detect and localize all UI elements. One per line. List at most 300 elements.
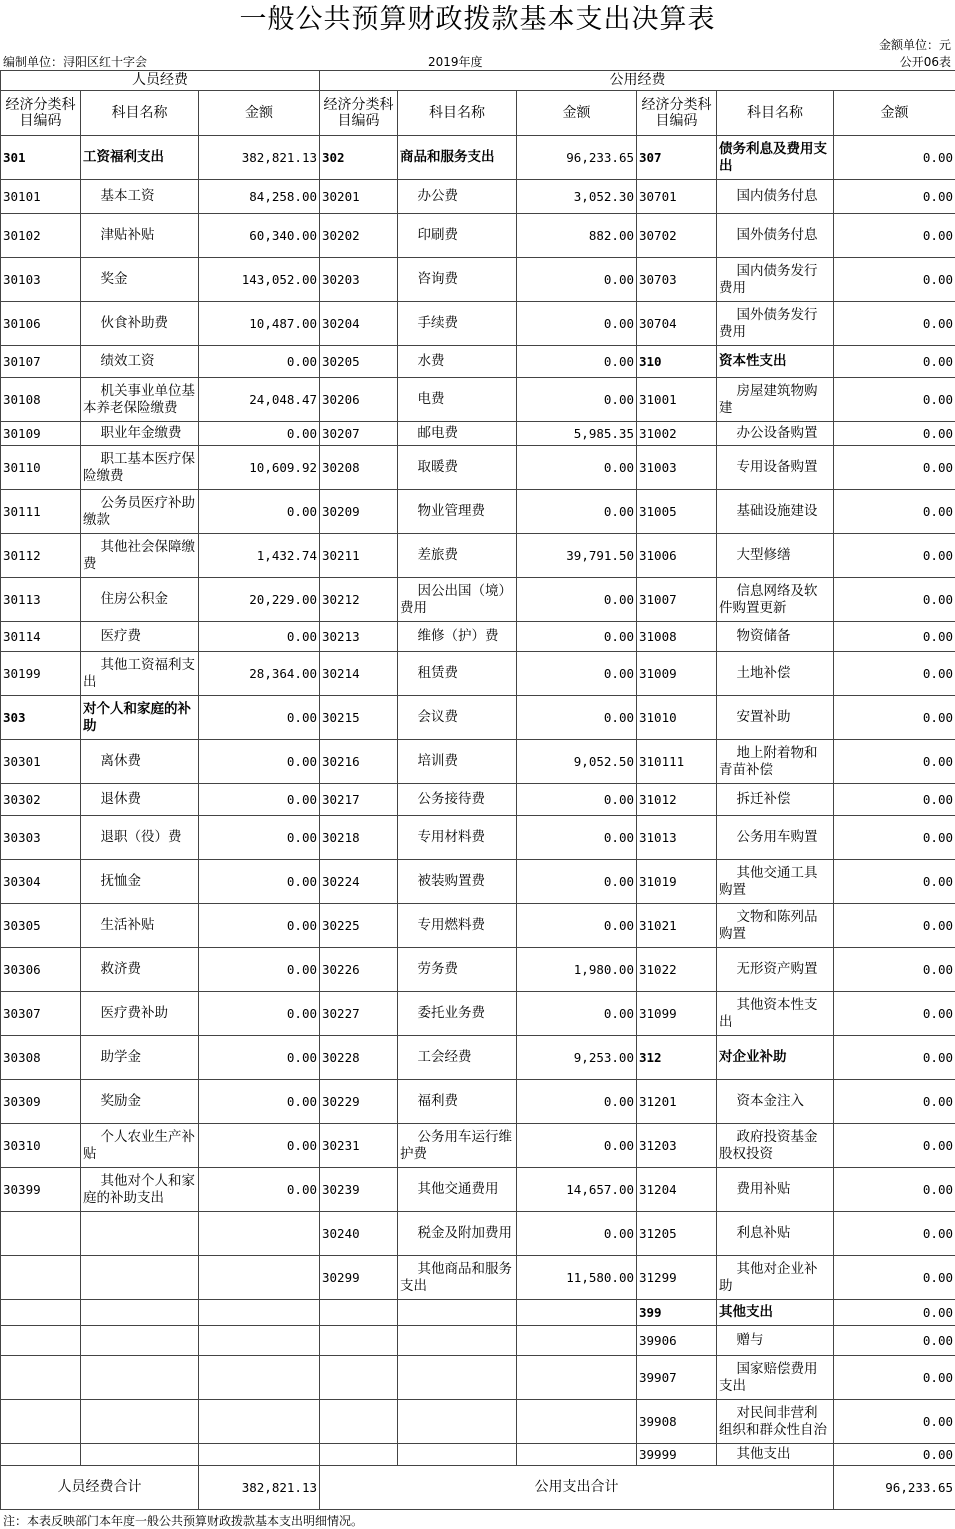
cell-code: 30201: [320, 180, 398, 214]
cell-amount: 0.00: [517, 258, 637, 302]
cell-name: [81, 740, 199, 784]
cell-name: [717, 948, 834, 992]
cell-name: [81, 816, 199, 860]
cell-code: 30306: [1, 948, 81, 992]
cell-name: [398, 446, 517, 490]
table-row: [1, 1300, 955, 1326]
cell-code: 31001: [637, 378, 717, 422]
cell-code: 30303: [1, 816, 81, 860]
cell-code: 30229: [320, 1080, 398, 1124]
cell-amount: 0.00: [834, 904, 955, 948]
cell-name: [717, 1080, 834, 1124]
cell-name: [81, 652, 199, 696]
cell-amount: [517, 1326, 637, 1356]
cell-name: [81, 992, 199, 1036]
cell-name: [717, 378, 834, 422]
cell-name: [717, 740, 834, 784]
cell-name-text: 公务用车运行维护费: [400, 1128, 513, 1162]
cell-amount: 0.00: [199, 784, 320, 816]
cell-name-text: 其他社会保障缴费: [83, 538, 196, 572]
cell-name: [398, 860, 517, 904]
cell-code: 30301: [1, 740, 81, 784]
cell-code: 30307: [1, 992, 81, 1036]
cell-amount: 20,229.00: [199, 578, 320, 622]
cell-name-text: 其他交通工具购置: [719, 864, 818, 898]
cell-code: 30107: [1, 346, 81, 378]
cell-name: [398, 136, 517, 180]
cell-name: [81, 904, 199, 948]
col-header-name: 科目名称: [717, 91, 834, 136]
table-row: [1, 860, 955, 904]
cell-name-text: 商品和服务支出: [400, 149, 495, 165]
cell-name: [717, 214, 834, 258]
cell-name-text: 机关事业单位基本养老保险缴费: [83, 382, 196, 416]
cell-name: [717, 784, 834, 816]
cell-amount: 0.00: [199, 622, 320, 652]
cell-amount: 0.00: [199, 346, 320, 378]
cell-name-text: 其他对个人和家庭的补助支出: [83, 1172, 196, 1206]
cell-name: [717, 258, 834, 302]
col-header-amount: 金额: [517, 91, 637, 136]
table-row: [1, 1036, 955, 1080]
cell-code: 39999: [637, 1444, 717, 1466]
cell-amount: 0.00: [834, 302, 955, 346]
cell-name: [81, 214, 199, 258]
cell-name-text: 委托业务费: [417, 1005, 486, 1021]
cell-code: [320, 1356, 398, 1400]
cell-name: [717, 1036, 834, 1080]
cell-code: 39908: [637, 1400, 717, 1444]
cell-code: 31013: [637, 816, 717, 860]
cell-code: 30227: [320, 992, 398, 1036]
cell-name: [398, 1168, 517, 1212]
cell-name-text: 工会经费: [417, 1049, 472, 1065]
cell-amount: 0.00: [834, 1124, 955, 1168]
cell-amount: 0.00: [517, 1124, 637, 1168]
cell-code: 30102: [1, 214, 81, 258]
cell-name-text: 基础设施建设: [736, 503, 818, 519]
cell-name-text: 专用燃料费: [417, 917, 486, 933]
cell-name-text: 国外债务付息: [736, 227, 818, 243]
cell-amount: [199, 1444, 320, 1466]
cell-amount: 0.00: [517, 578, 637, 622]
cell-amount: [199, 1212, 320, 1256]
cell-code: 30704: [637, 302, 717, 346]
cell-name-text: 工资福利支出: [83, 149, 164, 165]
cell-code: 30204: [320, 302, 398, 346]
cell-name: [717, 180, 834, 214]
cell-name-text: 津贴补贴: [100, 227, 155, 243]
cell-name: [717, 652, 834, 696]
cell-name: [81, 1400, 199, 1444]
cell-name: [717, 696, 834, 740]
cell-name: [81, 784, 199, 816]
cell-amount: 0.00: [834, 534, 955, 578]
cell-name: [398, 1124, 517, 1168]
cell-name-text: 对民间非营利组织和群众性自治: [719, 1404, 827, 1438]
cell-name: [81, 860, 199, 904]
cell-name-text: 绩效工资: [100, 353, 155, 369]
cell-name-text: 医疗费补助: [100, 1005, 169, 1021]
cell-name: [81, 1080, 199, 1124]
cell-name-text: 赠与: [736, 1332, 764, 1348]
cell-amount: 0.00: [517, 446, 637, 490]
cell-amount: 882.00: [517, 214, 637, 258]
org-label: 编制单位：浔阳区红十字会: [3, 55, 148, 69]
cell-code: [320, 1400, 398, 1444]
cell-code: 30202: [320, 214, 398, 258]
cell-name: [717, 446, 834, 490]
col-header-code: 经济分类科目编码: [637, 91, 717, 136]
cell-name: [81, 1300, 199, 1326]
cell-name-text: 资本金注入: [736, 1093, 805, 1109]
cell-code: 30228: [320, 1036, 398, 1080]
cell-amount: 0.00: [834, 860, 955, 904]
cell-name: [717, 992, 834, 1036]
cell-amount: 0.00: [834, 1326, 955, 1356]
cell-amount: 96,233.65: [517, 136, 637, 180]
cell-name: [398, 1356, 517, 1400]
cell-name-text: 政府投资基金股权投资: [719, 1128, 818, 1162]
table-row: [1, 534, 955, 578]
cell-amount: 5,985.35: [517, 422, 637, 446]
cell-name-text: 公务员医疗补助缴款: [83, 494, 196, 528]
cell-name-text: 职工基本医疗保险缴费: [83, 450, 196, 484]
cell-code: 310: [637, 346, 717, 378]
cell-code: [320, 1326, 398, 1356]
cell-amount: 10,609.92: [199, 446, 320, 490]
cell-amount: 0.00: [834, 1356, 955, 1400]
cell-code: 30308: [1, 1036, 81, 1080]
cell-name-text: 专用材料费: [417, 829, 486, 845]
cell-code: 31022: [637, 948, 717, 992]
cell-code: 30213: [320, 622, 398, 652]
cell-amount: 0.00: [834, 578, 955, 622]
col-header-code: 经济分类科目编码: [320, 91, 398, 136]
table-row: [1, 1124, 955, 1168]
cell-amount: 0.00: [517, 696, 637, 740]
cell-name: [398, 1400, 517, 1444]
cell-name: [717, 1168, 834, 1212]
cell-amount: 0.00: [834, 346, 955, 378]
cell-name-text: 公务接待费: [417, 791, 486, 807]
cell-code: [320, 1444, 398, 1466]
cell-name-text: 其他支出: [736, 1446, 791, 1462]
cell-name: [81, 696, 199, 740]
cell-amount: [199, 1300, 320, 1326]
cell-name-text: 安置补助: [736, 709, 791, 725]
table-row: [1, 446, 955, 490]
cell-name: [81, 1326, 199, 1356]
cell-name: [717, 1124, 834, 1168]
cell-name: [717, 302, 834, 346]
cell-name: [398, 578, 517, 622]
cell-name: [81, 1356, 199, 1400]
cell-amount: 1,980.00: [517, 948, 637, 992]
cell-code: 30111: [1, 490, 81, 534]
cell-amount: [517, 1356, 637, 1400]
cell-amount: 0.00: [834, 1036, 955, 1080]
col-header-amount: 金额: [834, 91, 955, 136]
cell-amount: 0.00: [834, 696, 955, 740]
cell-name: [81, 346, 199, 378]
cell-code: 39906: [637, 1326, 717, 1356]
cell-code: 30208: [320, 446, 398, 490]
table-row: [1, 992, 955, 1036]
cell-name-text: 印刷费: [417, 227, 459, 243]
col-header-code: 经济分类科目编码: [1, 91, 81, 136]
cell-name-text: 维修（护）费: [417, 628, 499, 644]
cell-name: [717, 1212, 834, 1256]
cell-code: 30101: [1, 180, 81, 214]
cell-name: [717, 1444, 834, 1466]
cell-amount: 10,487.00: [199, 302, 320, 346]
cell-code: [1, 1444, 81, 1466]
col-header-name: 科目名称: [81, 91, 199, 136]
cell-name-text: 救济费: [100, 961, 142, 977]
table-row: [1, 696, 955, 740]
cell-name-text: 培训费: [417, 753, 459, 769]
cell-amount: 0.00: [834, 446, 955, 490]
cell-amount: [199, 1256, 320, 1300]
cell-code: 31012: [637, 784, 717, 816]
cell-name: [81, 578, 199, 622]
cell-code: 30113: [1, 578, 81, 622]
cell-name-text: 对企业补助: [719, 1049, 787, 1065]
cell-name-text: 专用设备购置: [736, 459, 818, 475]
cell-code: [320, 1300, 398, 1326]
table-row: [1, 1356, 955, 1400]
cell-amount: 0.00: [199, 1080, 320, 1124]
cell-code: 31003: [637, 446, 717, 490]
cell-name-text: 生活补贴: [100, 917, 155, 933]
cell-name: [81, 446, 199, 490]
cell-amount: 1,432.74: [199, 534, 320, 578]
cell-name-text: 债务利息及费用支出: [719, 140, 827, 174]
cell-name-text: 费用补贴: [736, 1181, 791, 1197]
cell-amount: 0.00: [834, 214, 955, 258]
cell-name: [398, 696, 517, 740]
cell-name-text: 物业管理费: [417, 503, 486, 519]
cell-amount: 0.00: [199, 948, 320, 992]
cell-name: [717, 1256, 834, 1300]
cell-name-text: 国内债务付息: [736, 188, 818, 204]
cell-code: 30224: [320, 860, 398, 904]
cell-name-text: 利息补贴: [736, 1225, 791, 1241]
cell-name: [81, 1256, 199, 1300]
total-personnel-label: 人员经费合计: [1, 1466, 199, 1510]
cell-amount: 0.00: [834, 1444, 955, 1466]
cell-amount: 0.00: [517, 622, 637, 652]
cell-amount: 0.00: [517, 378, 637, 422]
cell-code: 30225: [320, 904, 398, 948]
cell-name-text: 助学金: [100, 1049, 142, 1065]
cell-amount: 0.00: [834, 948, 955, 992]
cell-code: 30106: [1, 302, 81, 346]
cell-amount: 0.00: [517, 346, 637, 378]
cell-name: [81, 622, 199, 652]
cell-amount: [199, 1356, 320, 1400]
cell-name-text: 国内债务发行费用: [719, 262, 818, 296]
cell-name-text: 咨询费: [417, 271, 459, 287]
cell-amount: 0.00: [834, 1080, 955, 1124]
cell-name-text: 办公设备购置: [736, 425, 818, 441]
cell-name-text: 公务用车购置: [736, 829, 818, 845]
cell-name-text: 被装购置费: [417, 873, 486, 889]
cell-code: 303: [1, 696, 81, 740]
cell-name: [398, 652, 517, 696]
cell-name-text: 税金及附加费用: [417, 1225, 513, 1241]
cell-name-text: 奖金: [100, 271, 128, 287]
cell-code: 30103: [1, 258, 81, 302]
cell-code: 301: [1, 136, 81, 180]
cell-code: 30199: [1, 652, 81, 696]
cell-code: 30302: [1, 784, 81, 816]
page-title: 一般公共预算财政拨款基本支出决算表: [239, 4, 716, 35]
cell-amount: 0.00: [834, 1168, 955, 1212]
cell-amount: 0.00: [834, 422, 955, 446]
cell-code: 31019: [637, 860, 717, 904]
cell-code: 30109: [1, 422, 81, 446]
table-row: [1, 378, 955, 422]
cell-amount: 0.00: [834, 1300, 955, 1326]
cell-name-text: 伙食补助费: [100, 315, 169, 331]
cell-name-text: 国外债务发行费用: [719, 306, 818, 340]
cell-amount: [199, 1326, 320, 1356]
cell-code: 30218: [320, 816, 398, 860]
table-row: [1, 740, 955, 784]
cell-name-text: 退休费: [100, 791, 142, 807]
cell-amount: 9,253.00: [517, 1036, 637, 1080]
cell-code: 310111: [637, 740, 717, 784]
cell-name: [81, 534, 199, 578]
cell-code: 30209: [320, 490, 398, 534]
col-header-amount: 金额: [199, 91, 320, 136]
cell-code: 30215: [320, 696, 398, 740]
cell-code: 31299: [637, 1256, 717, 1300]
cell-name: [81, 422, 199, 446]
table-row: [1, 136, 955, 180]
cell-code: 30206: [320, 378, 398, 422]
cell-name-text: 物资储备: [736, 628, 791, 644]
cell-code: 31099: [637, 992, 717, 1036]
cell-code: 31005: [637, 490, 717, 534]
cell-amount: 0.00: [199, 904, 320, 948]
cell-code: 31008: [637, 622, 717, 652]
cell-name: [398, 490, 517, 534]
cell-amount: 0.00: [199, 740, 320, 784]
cell-name-text: 土地补偿: [736, 665, 791, 681]
table-row: [1, 422, 955, 446]
cell-amount: 24,048.47: [199, 378, 320, 422]
cell-code: 307: [637, 136, 717, 180]
cell-name-text: 会议费: [417, 709, 459, 725]
cell-name: [717, 1400, 834, 1444]
table-row: [1, 258, 955, 302]
cell-name: [717, 816, 834, 860]
cell-amount: 0.00: [199, 1168, 320, 1212]
cell-name-text: 地上附着物和青苗补偿: [719, 744, 818, 778]
cell-code: [1, 1356, 81, 1400]
cell-name: [717, 422, 834, 446]
cell-name-text: 职业年金缴费: [100, 425, 182, 441]
cell-name: [81, 180, 199, 214]
cell-code: 30203: [320, 258, 398, 302]
cell-name-text: 抚恤金: [100, 873, 142, 889]
cell-name: [398, 534, 517, 578]
cell-name-text: 因公出国（境）费用: [400, 582, 513, 616]
cell-name-text: 其他商品和服务支出: [400, 1260, 513, 1294]
cell-name: [717, 860, 834, 904]
cell-name: [717, 534, 834, 578]
cell-name-text: 文物和陈列品购置: [719, 908, 818, 942]
cell-name: [398, 346, 517, 378]
cell-name-text: 手续费: [417, 315, 459, 331]
cell-name: [81, 1444, 199, 1466]
cell-amount: 0.00: [834, 1256, 955, 1300]
cell-name-text: 电费: [417, 391, 445, 407]
cell-name: [81, 1124, 199, 1168]
cell-name-text: 水费: [417, 353, 445, 369]
cell-name: [717, 136, 834, 180]
table-row: [1, 1326, 955, 1356]
cell-amount: 9,052.50: [517, 740, 637, 784]
cell-amount: 0.00: [199, 816, 320, 860]
table-row: [1, 1400, 955, 1444]
expenditure-table: [0, 70, 955, 1510]
table-row: [1, 948, 955, 992]
cell-name: [81, 1036, 199, 1080]
cell-amount: 0.00: [834, 136, 955, 180]
cell-code: [1, 1400, 81, 1444]
cell-name-text: 其他交通费用: [417, 1181, 499, 1197]
cell-code: 31204: [637, 1168, 717, 1212]
table-row: [1, 816, 955, 860]
cell-amount: 0.00: [834, 1400, 955, 1444]
cell-name: [717, 578, 834, 622]
table-row: [1, 784, 955, 816]
cell-name-text: 奖励金: [100, 1093, 142, 1109]
cell-amount: 0.00: [517, 1080, 637, 1124]
cell-name: [398, 1080, 517, 1124]
table-row: [1, 346, 955, 378]
cell-code: 30305: [1, 904, 81, 948]
cell-name: [717, 904, 834, 948]
cell-name-text: 退职（役）费: [100, 829, 182, 845]
cell-amount: 382,821.13: [199, 136, 320, 180]
cell-code: 30217: [320, 784, 398, 816]
cell-name: [398, 378, 517, 422]
cell-amount: 0.00: [517, 490, 637, 534]
cell-name: [717, 622, 834, 652]
cell-amount: 0.00: [199, 860, 320, 904]
cell-name-text: 其他资本性支出: [719, 996, 818, 1030]
table-row: [1, 652, 955, 696]
table-row: [1, 1080, 955, 1124]
cell-amount: 0.00: [834, 652, 955, 696]
cell-amount: 11,580.00: [517, 1256, 637, 1300]
cell-amount: 0.00: [834, 622, 955, 652]
table-row: [1, 1256, 955, 1300]
cell-amount: [199, 1400, 320, 1444]
table-row: [1, 622, 955, 652]
cell-code: 30240: [320, 1212, 398, 1256]
cell-code: 30701: [637, 180, 717, 214]
cell-code: 30216: [320, 740, 398, 784]
cell-name-text: 基本工资: [100, 188, 155, 204]
cell-code: [1, 1326, 81, 1356]
cell-code: 30310: [1, 1124, 81, 1168]
